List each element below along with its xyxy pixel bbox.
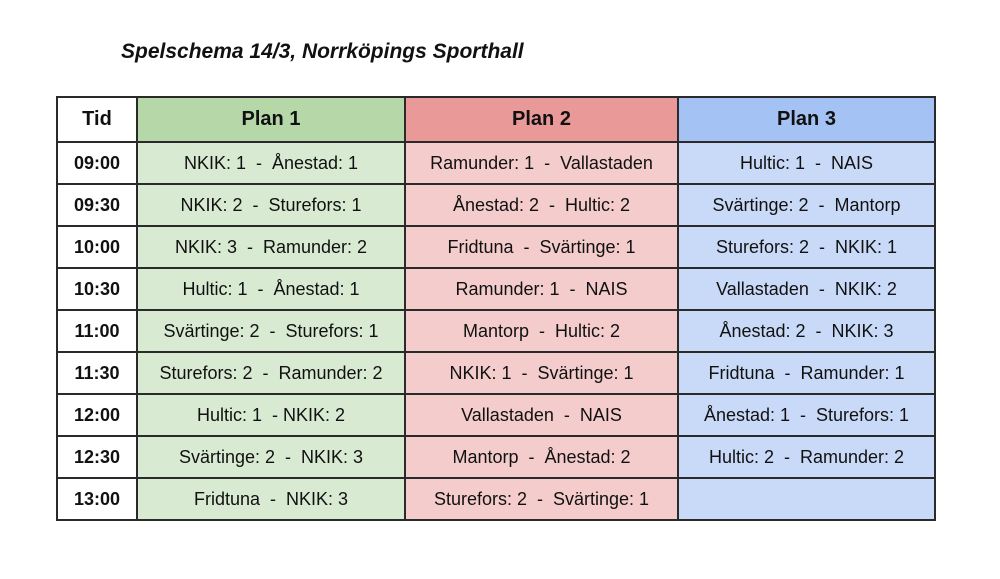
table-row — [57, 268, 935, 310]
time-cell: 11:00 — [57, 310, 137, 352]
plan-2-match: Ramunder: 1 - NAIS — [405, 268, 678, 310]
plan-2-match: Vallastaden - NAIS — [405, 394, 678, 436]
plan-3-match: Hultic: 1 - NAIS — [678, 142, 935, 184]
time-cell: 12:00 — [57, 394, 137, 436]
plan-1-match: NKIK: 3 - Ramunder: 2 — [137, 226, 405, 268]
table-row — [57, 436, 935, 478]
page-title: Spelschema 14/3, Norrköpings Sporthall — [121, 40, 524, 63]
plan-1-match: Sturefors: 2 - Ramunder: 2 — [137, 352, 405, 394]
plan-2-match: Sturefors: 2 - Svärtinge: 1 — [405, 478, 678, 520]
header-plan-3: Plan 3 — [678, 97, 935, 142]
time-cell: 09:00 — [57, 142, 137, 184]
plan-3-match: Sturefors: 2 - NKIK: 1 — [678, 226, 935, 268]
time-cell: 11:30 — [57, 352, 137, 394]
plan-3-match: Vallastaden - NKIK: 2 — [678, 268, 935, 310]
plan-2-match: Ramunder: 1 - Vallastaden — [405, 142, 678, 184]
plan-3-match: Ånestad: 2 - NKIK: 3 — [678, 310, 935, 352]
time-cell: 12:30 — [57, 436, 137, 478]
time-cell: 13:00 — [57, 478, 137, 520]
plan-2-match: Mantorp - Hultic: 2 — [405, 310, 678, 352]
plan-1-match: Hultic: 1 - Ånestad: 1 — [137, 268, 405, 310]
time-cell: 10:30 — [57, 268, 137, 310]
plan-1-match: Hultic: 1 - NKIK: 2 — [137, 394, 405, 436]
table-row — [57, 352, 935, 394]
plan-1-match: NKIK: 2 - Sturefors: 1 — [137, 184, 405, 226]
schedule-table — [56, 96, 936, 521]
plan-1-match: Fridtuna - NKIK: 3 — [137, 478, 405, 520]
header-time: Tid — [57, 97, 137, 142]
plan-2-match: Mantorp - Ånestad: 2 — [405, 436, 678, 478]
table-row — [57, 226, 935, 268]
plan-2-match: Ånestad: 2 - Hultic: 2 — [405, 184, 678, 226]
plan-3-match: Svärtinge: 2 - Mantorp — [678, 184, 935, 226]
time-cell: 10:00 — [57, 226, 137, 268]
table-row — [57, 184, 935, 226]
header-row — [57, 97, 935, 142]
table-row — [57, 394, 935, 436]
plan-1-match: NKIK: 1 - Ånestad: 1 — [137, 142, 405, 184]
plan-2-match: NKIK: 1 - Svärtinge: 1 — [405, 352, 678, 394]
plan-3-match — [678, 478, 935, 520]
header-plan-1: Plan 1 — [137, 97, 405, 142]
plan-3-match: Hultic: 2 - Ramunder: 2 — [678, 436, 935, 478]
table-row — [57, 310, 935, 352]
table-row — [57, 478, 935, 520]
plan-2-match: Fridtuna - Svärtinge: 1 — [405, 226, 678, 268]
header-plan-2: Plan 2 — [405, 97, 678, 142]
time-cell: 09:30 — [57, 184, 137, 226]
table-row — [57, 142, 935, 184]
plan-1-match: Svärtinge: 2 - NKIK: 3 — [137, 436, 405, 478]
plan-1-match: Svärtinge: 2 - Sturefors: 1 — [137, 310, 405, 352]
plan-3-match: Ånestad: 1 - Sturefors: 1 — [678, 394, 935, 436]
plan-3-match: Fridtuna - Ramunder: 1 — [678, 352, 935, 394]
